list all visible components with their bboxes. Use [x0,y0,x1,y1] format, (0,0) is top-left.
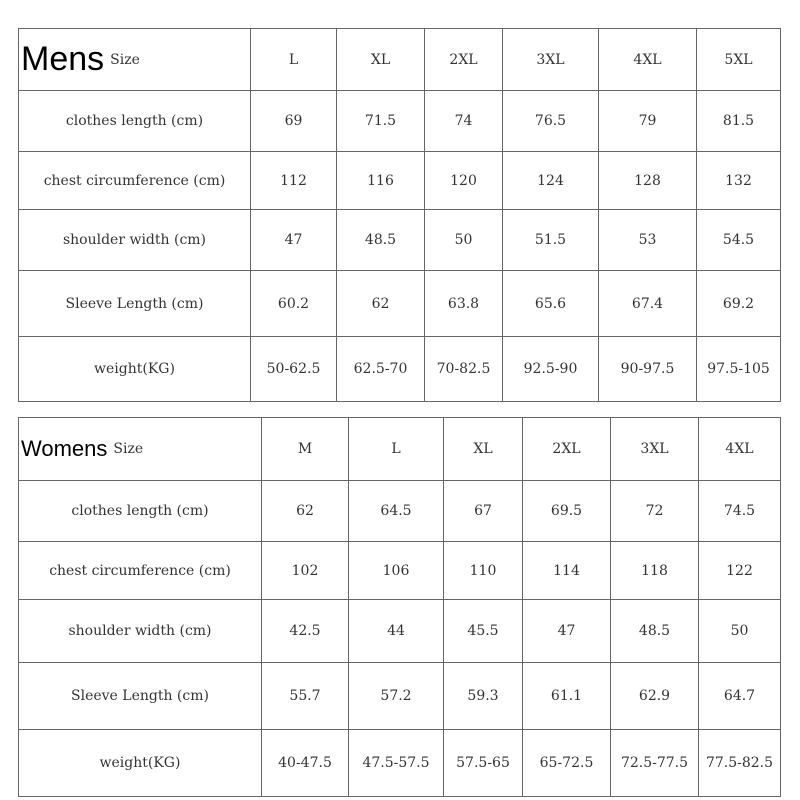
row-label-sleeve-length: Sleeve Length (cm) [19,663,262,730]
mens-size-heading: 5XL [697,29,781,91]
row-label-clothes-length: clothes length (cm) [19,91,251,152]
table-cell: 116 [337,152,425,210]
table-row [19,152,781,210]
mens-size-heading: XL [337,29,425,91]
table-cell: 63.8 [425,271,503,337]
table-cell: 50-62.5 [251,337,337,402]
table-cell: 122 [699,542,781,600]
table-cell: 71.5 [337,91,425,152]
table-cell: 69.2 [697,271,781,337]
table-cell: 47 [251,210,337,271]
table-cell: 50 [699,600,781,663]
table-cell: 45.5 [444,600,523,663]
womens-size-heading: 3XL [611,418,699,481]
table-cell: 42.5 [262,600,349,663]
table-cell: 54.5 [697,210,781,271]
table-cell: 132 [697,152,781,210]
table-cell: 128 [599,152,697,210]
table-row [19,663,781,730]
table-cell: 59.3 [444,663,523,730]
table-cell: 102 [262,542,349,600]
table-row [19,730,781,797]
table-cell: 69 [251,91,337,152]
table-cell: 48.5 [337,210,425,271]
mens-title-cell [19,29,251,91]
table-cell: 90-97.5 [599,337,697,402]
mens-title: Mens [21,40,105,78]
row-label-chest-circumference: chest circumference (cm) [19,152,251,210]
womens-size-heading: 2XL [523,418,611,481]
table-row [19,337,781,402]
mens-size-table [18,28,781,402]
table-cell: 40-47.5 [262,730,349,797]
womens-size-label: Size [113,441,144,457]
table-cell: 110 [444,542,523,600]
table-cell: 64.7 [699,663,781,730]
table-row [19,600,781,663]
table-cell: 65.6 [503,271,599,337]
table-cell: 65-72.5 [523,730,611,797]
womens-size-heading: M [262,418,349,481]
table-cell: 69.5 [523,481,611,542]
table-cell: 114 [523,542,611,600]
table-cell: 55.7 [262,663,349,730]
row-label-clothes-length: clothes length (cm) [19,481,262,542]
table-cell: 81.5 [697,91,781,152]
table-cell: 51.5 [503,210,599,271]
table-cell: 124 [503,152,599,210]
mens-size-heading: 3XL [503,29,599,91]
table-cell: 120 [425,152,503,210]
table-cell: 76.5 [503,91,599,152]
table-cell: 70-82.5 [425,337,503,402]
row-label-chest-circumference: chest circumference (cm) [19,542,262,600]
womens-size-heading: L [349,418,444,481]
table-row [19,210,781,271]
row-label-shoulder-width: shoulder width (cm) [19,600,262,663]
table-cell: 97.5-105 [697,337,781,402]
table-cell: 77.5-82.5 [699,730,781,797]
table-cell: 57.2 [349,663,444,730]
table-cell: 62.9 [611,663,699,730]
table-cell: 64.5 [349,481,444,542]
table-cell: 79 [599,91,697,152]
womens-size-heading: 4XL [699,418,781,481]
mens-size-heading: L [251,29,337,91]
table-row [19,481,781,542]
table-row [19,91,781,152]
table-cell: 72 [611,481,699,542]
row-label-weight: weight(KG) [19,337,251,402]
womens-header-row [19,418,781,481]
table-cell: 67 [444,481,523,542]
womens-size-heading: XL [444,418,523,481]
womens-title-cell [19,418,262,481]
table-cell: 50 [425,210,503,271]
row-label-weight: weight(KG) [19,730,262,797]
table-cell: 61.1 [523,663,611,730]
table-cell: 118 [611,542,699,600]
womens-size-table [18,417,781,797]
table-cell: 62 [337,271,425,337]
table-cell: 60.2 [251,271,337,337]
table-cell: 72.5-77.5 [611,730,699,797]
table-cell: 62 [262,481,349,542]
row-label-shoulder-width: shoulder width (cm) [19,210,251,271]
table-cell: 57.5-65 [444,730,523,797]
table-cell: 67.4 [599,271,697,337]
table-cell: 92.5-90 [503,337,599,402]
table-cell: 62.5-70 [337,337,425,402]
mens-size-label: Size [110,51,140,68]
womens-title: Womens [21,436,108,461]
mens-header-row [19,29,781,91]
table-cell: 48.5 [611,600,699,663]
table-cell: 53 [599,210,697,271]
table-cell: 44 [349,600,444,663]
row-label-sleeve-length: Sleeve Length (cm) [19,271,251,337]
table-cell: 106 [349,542,444,600]
table-cell: 47.5-57.5 [349,730,444,797]
table-cell: 47 [523,600,611,663]
mens-size-heading: 2XL [425,29,503,91]
table-row [19,271,781,337]
table-cell: 74.5 [699,481,781,542]
table-cell: 112 [251,152,337,210]
table-cell: 74 [425,91,503,152]
mens-size-heading: 4XL [599,29,697,91]
table-row [19,542,781,600]
